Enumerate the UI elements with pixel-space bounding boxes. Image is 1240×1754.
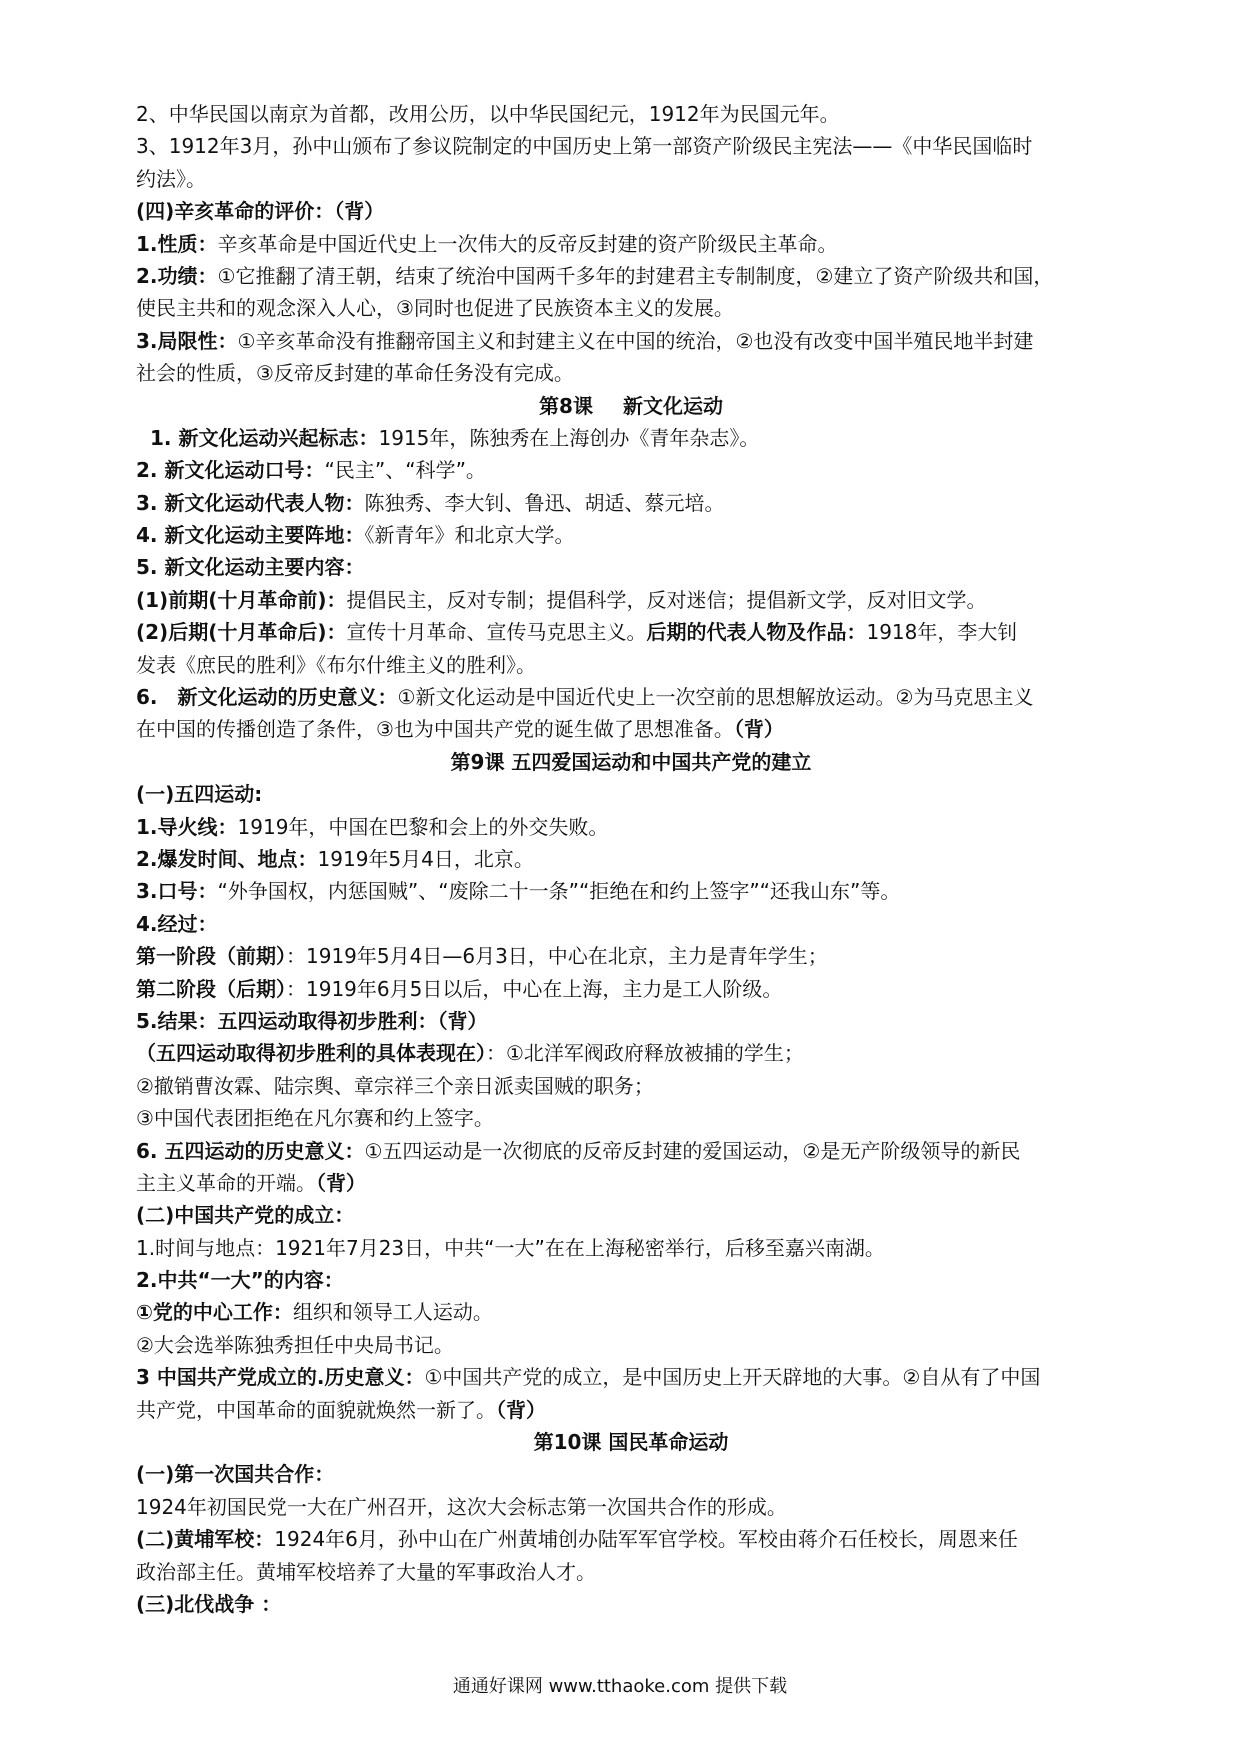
- item-text: ①辛亥革命没有推翻帝国主义和封建主义在中国的统治，②也没有改变中国半殖民地半封建: [237, 328, 1034, 353]
- item-text: 1924年6月，孙中山在广州黄埔创办陆军军官学校。军校由蒋介石任校长，周恩来任: [274, 1527, 1018, 1552]
- list-item: [136, 875, 1126, 907]
- lesson-heading: 第9课 五四爱国运动和中国共产党的建立: [450, 749, 812, 774]
- list-item: [136, 1037, 1126, 1069]
- item-label: 2. 新文化运动口号：: [136, 458, 325, 483]
- item-label: 4. 新文化运动主要阵地：: [136, 523, 365, 548]
- lesson-name: 新文化运动: [622, 393, 723, 418]
- memorize-tag: （背）: [733, 717, 784, 742]
- lesson-number: 第8课: [539, 393, 593, 418]
- item-label: 3.局限性：: [136, 328, 238, 353]
- item-text: ①五四运动是一次彻底的反帝反封建的爱国运动，②是无产阶级领导的新民: [364, 1138, 1021, 1163]
- item-label: (1)前期(十月革命前)：: [136, 587, 347, 612]
- item-text: 共产党，中国革命的面貌就焕然一新了。: [136, 1397, 496, 1422]
- paragraph: 2、中华民国以南京为首都，改用公历，以中华民国纪元，1912年为民国元年。: [136, 102, 840, 126]
- item-text: 1918年，李大钊: [866, 620, 1018, 645]
- item-text: ：1919年5月4日—6月3日，中心在北京，主力是青年学生；: [286, 944, 828, 969]
- list-item: [136, 454, 1126, 486]
- item-label: 第一阶段（前期）: [136, 944, 286, 969]
- paragraph: [136, 1167, 1126, 1199]
- item-text: 提倡民主，反对专制；提倡科学，反对迷信；提倡新文学，反对旧文学。: [346, 587, 987, 612]
- item-text: ①它推翻了清王朝，结束了统治中国两千多年的封建君主专制制度，②建立了资产阶级共和国，: [217, 263, 1054, 288]
- list-item: [136, 681, 1126, 713]
- item-text: 主主义革命的开端。: [136, 1170, 316, 1195]
- list-item: ②大会选举陈独秀担任中央局书记。: [136, 1332, 454, 1357]
- list-item: [136, 519, 1126, 551]
- item-text: 组织和领导工人运动。: [292, 1300, 493, 1325]
- item-label: 6. 五四运动的历史意义：: [136, 1138, 365, 1163]
- section-heading: (四)辛亥革命的评价：（背）: [136, 199, 385, 224]
- item-text: “外争国权，内惩国贼”、“废除二十一条”“拒绝在和约上签字”“还我山东”等。: [217, 879, 901, 904]
- list-item: [136, 973, 1126, 1005]
- paragraph: 政治部主任。黄埔军校培养了大量的军事政治人才。: [136, 1559, 596, 1584]
- item-label: (2)后期(十月革命后)：: [136, 620, 347, 645]
- list-item: 1.时间与地点：1921年7月23日，中共“一大”在在上海秘密举行，后移至嘉兴南湖。: [136, 1235, 885, 1260]
- list-item: [136, 1296, 1126, 1328]
- item-text: ：①北洋军阀政府释放被捕的学生；: [486, 1041, 804, 1066]
- item-text: 《新青年》和北京大学。: [364, 523, 575, 548]
- item-label: 3 中国共产党成立的.历史意义：: [136, 1365, 425, 1390]
- section-heading: (一)第一次国共合作：: [136, 1462, 335, 1487]
- item-label: 2.爆发时间、地点：: [136, 846, 318, 871]
- paragraph: 发表《庶民的胜利》《布尔什维主义的胜利》。: [136, 652, 536, 677]
- list-item: 5.结果：五四运动取得初步胜利：（背）: [136, 1008, 488, 1033]
- item-text: ①中国共产党的成立，是中国历史上开天辟地的大事。②自从有了中国: [424, 1365, 1041, 1390]
- lesson-heading: 第10课 国民革命运动: [533, 1430, 729, 1455]
- paragraph: 1924年初国民党一大在广州召开，这次大会标志第一次国共合作的形成。: [136, 1494, 787, 1519]
- item-label: 2.功绩：: [136, 263, 218, 288]
- item-text: 在中国的传播创造了条件，③也为中国共产党的诞生做了思想准备。: [136, 717, 734, 742]
- list-item: [136, 422, 1126, 454]
- item-text: ①新文化运动是中国近代史上一次空前的思想解放运动。②为马克思主义: [397, 685, 1034, 710]
- memorize-tag: （背）: [496, 1397, 546, 1422]
- section-heading: (三)北伐战争 ：: [136, 1591, 282, 1616]
- list-item: [136, 1135, 1126, 1167]
- item-label: 1. 新文化运动兴起标志：: [150, 425, 379, 450]
- document-body: [136, 98, 1126, 1620]
- section-heading: (二)中国共产党的成立：: [136, 1203, 355, 1228]
- list-item: [136, 1523, 1126, 1555]
- list-item: [136, 228, 1126, 260]
- paragraph: 社会的性质，③反帝反封建的革命任务没有完成。: [136, 361, 574, 386]
- item-label: 1.导火线：: [136, 814, 238, 839]
- item-text: ：1919年6月5日以后，中心在上海，主力是工人阶级。: [286, 976, 783, 1001]
- list-item: [136, 1361, 1126, 1393]
- item-label: ①党的中心工作：: [136, 1300, 293, 1325]
- list-item: [136, 811, 1126, 843]
- item-text: 1919年，中国在巴黎和会上的外交失败。: [237, 814, 609, 839]
- item-text: 1919年5月4日，北京。: [317, 846, 534, 871]
- list-item: 2.中共“一大”的内容：: [136, 1268, 344, 1293]
- list-item: [136, 584, 1126, 616]
- item-text: “民主”、“科学”。: [324, 458, 486, 483]
- list-item: [136, 843, 1126, 875]
- item-text: 1915年，陈独秀在上海创办《青年杂志》。: [378, 425, 760, 450]
- item-text: 宣传十月革命、宣传马克思主义。: [346, 620, 647, 645]
- list-item: [136, 325, 1126, 357]
- paragraph: 3、1912年3月，孙中山颁布了参议院制定的中国历史上第一部资产阶级民主宪法——《中华民国临时: [136, 134, 1033, 159]
- item-label: 3. 新文化运动代表人物：: [136, 490, 365, 515]
- paragraph: 使民主共和的观念深入人心，③同时也促进了民族资本主义的发展。: [136, 296, 734, 321]
- list-item: 5. 新文化运动主要内容：: [136, 555, 365, 580]
- lesson-heading: [136, 390, 1126, 422]
- list-item: [136, 616, 1126, 648]
- list-item: 4.经过：: [136, 911, 218, 936]
- item-label: 1.性质：: [136, 231, 218, 256]
- list-item: [136, 487, 1126, 519]
- item-label: 后期的代表人物及作品：: [646, 620, 867, 645]
- list-item: [136, 260, 1126, 292]
- item-label: (二)黄埔军校：: [136, 1527, 275, 1552]
- list-item: [136, 940, 1126, 972]
- section-heading: (一)五四运动:: [136, 782, 263, 807]
- paragraph: [136, 713, 1126, 745]
- memorize-tag: （背）: [316, 1170, 366, 1195]
- page-footer: 通通好课网 www.tthaoke.com 提供下载: [452, 1676, 788, 1697]
- list-item: ②撤销曹汝霖、陆宗舆、章宗祥三个亲日派卖国贼的职务；: [136, 1073, 654, 1098]
- item-label: （五四运动取得初步胜利的具体表现在）: [136, 1041, 486, 1066]
- item-text: 陈独秀、李大钊、鲁迅、胡适、蔡元培。: [364, 490, 725, 515]
- item-label: 第二阶段（后期）: [136, 976, 286, 1001]
- item-label: 3.口号：: [136, 879, 218, 904]
- paragraph: [136, 1394, 1126, 1426]
- list-item: ③中国代表团拒绝在凡尔赛和约上签字。: [136, 1106, 494, 1131]
- item-text: 辛亥革命是中国近代史上一次伟大的反帝反封建的资产阶级民主革命。: [217, 231, 838, 256]
- item-label: 6. 新文化运动的历史意义：: [136, 685, 398, 710]
- paragraph: 约法》。: [136, 166, 206, 191]
